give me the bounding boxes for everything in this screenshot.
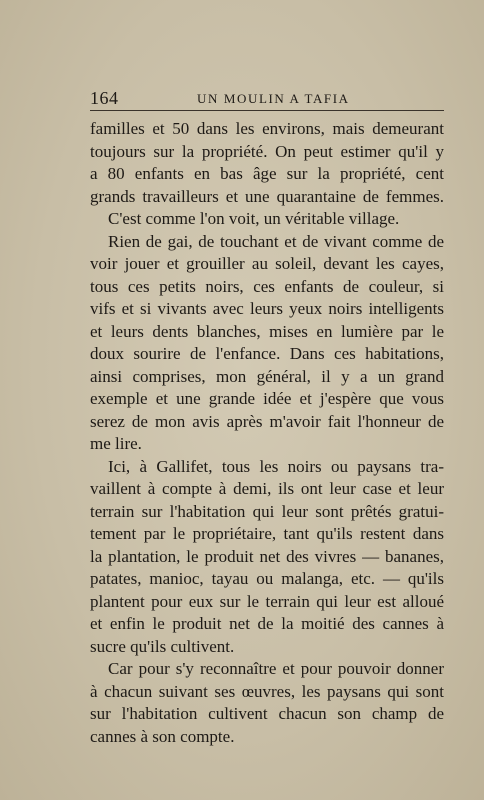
text-line: toujours sur la propriété. On peut estimer qu'il y: [90, 141, 444, 161]
text-line: grands travailleurs et une quarantaine de femmes.: [90, 186, 444, 206]
text-line: tous ces petits noirs, ces enfants de couleur, si: [90, 276, 444, 296]
text-line: Rien de gai, de touchant et de vivant comme de: [108, 231, 444, 251]
text-line: serez de mon avis après m'avoir fait l'honneur de: [90, 411, 444, 431]
text-line: familles et 50 dans les environs, mais demeurant: [90, 119, 444, 138]
page-header: [90, 88, 444, 110]
text-line: à chacun suivant ses œuvres, les paysans qui sont: [90, 681, 444, 701]
page-number: 164: [90, 88, 119, 108]
text-line: plantent pour eux sur le terrain qui leur est alloué: [90, 591, 444, 611]
text-line: vifs et si vivants avec leurs yeux noirs intelligents: [90, 299, 444, 318]
text-line: vaillent à compte à demi, ils ont leur case et leur: [90, 479, 444, 498]
text-line: a 80 enfants en bas âge sur la propriété, cent: [90, 164, 444, 183]
text-line: la plantation, le produit net des vivres — bananes,: [90, 546, 444, 566]
body-text: [90, 118, 444, 748]
text-line: et enfin le produit net de la moitié des cannes à: [90, 614, 444, 633]
text-line: sucre qu'ils cultivent.: [90, 636, 235, 656]
text-line: me lire.: [90, 434, 142, 453]
text-line: terrain sur l'habitation qui leur sont prêtés gratui-: [90, 501, 444, 521]
text-line: patates, manioc, tayau ou malanga, etc. — qu'ils: [90, 569, 444, 588]
text-line: sur l'habitation cultivent chacun son champ de: [90, 704, 444, 723]
text-line: Car pour s'y reconnaître et pour pouvoir donner: [108, 659, 444, 678]
text-line: cannes à son compte.: [90, 726, 235, 746]
text-line: ainsi comprises, mon général, il y a un grand: [90, 366, 444, 386]
text-line: C'est comme l'on voit, un véritable village.: [108, 209, 400, 228]
text-line: Ici, à Gallifet, tous les noirs ou paysans tra-: [108, 456, 444, 476]
header-rule: [90, 110, 444, 111]
text-line: tement par le propriétaire, tant qu'ils restent dans: [90, 524, 444, 543]
text-line: exemple et une grande idée et j'espère que vous: [90, 389, 444, 408]
text-line: voir jouer et grouiller au soleil, devant les cayes,: [90, 254, 444, 273]
text-line: et leurs dents blanches, mises en lumière par le: [90, 321, 444, 341]
text-line: doux sourire de l'enfance. Dans ces habitations,: [90, 344, 444, 363]
running-title: UN MOULIN A TAFIA: [197, 91, 350, 106]
